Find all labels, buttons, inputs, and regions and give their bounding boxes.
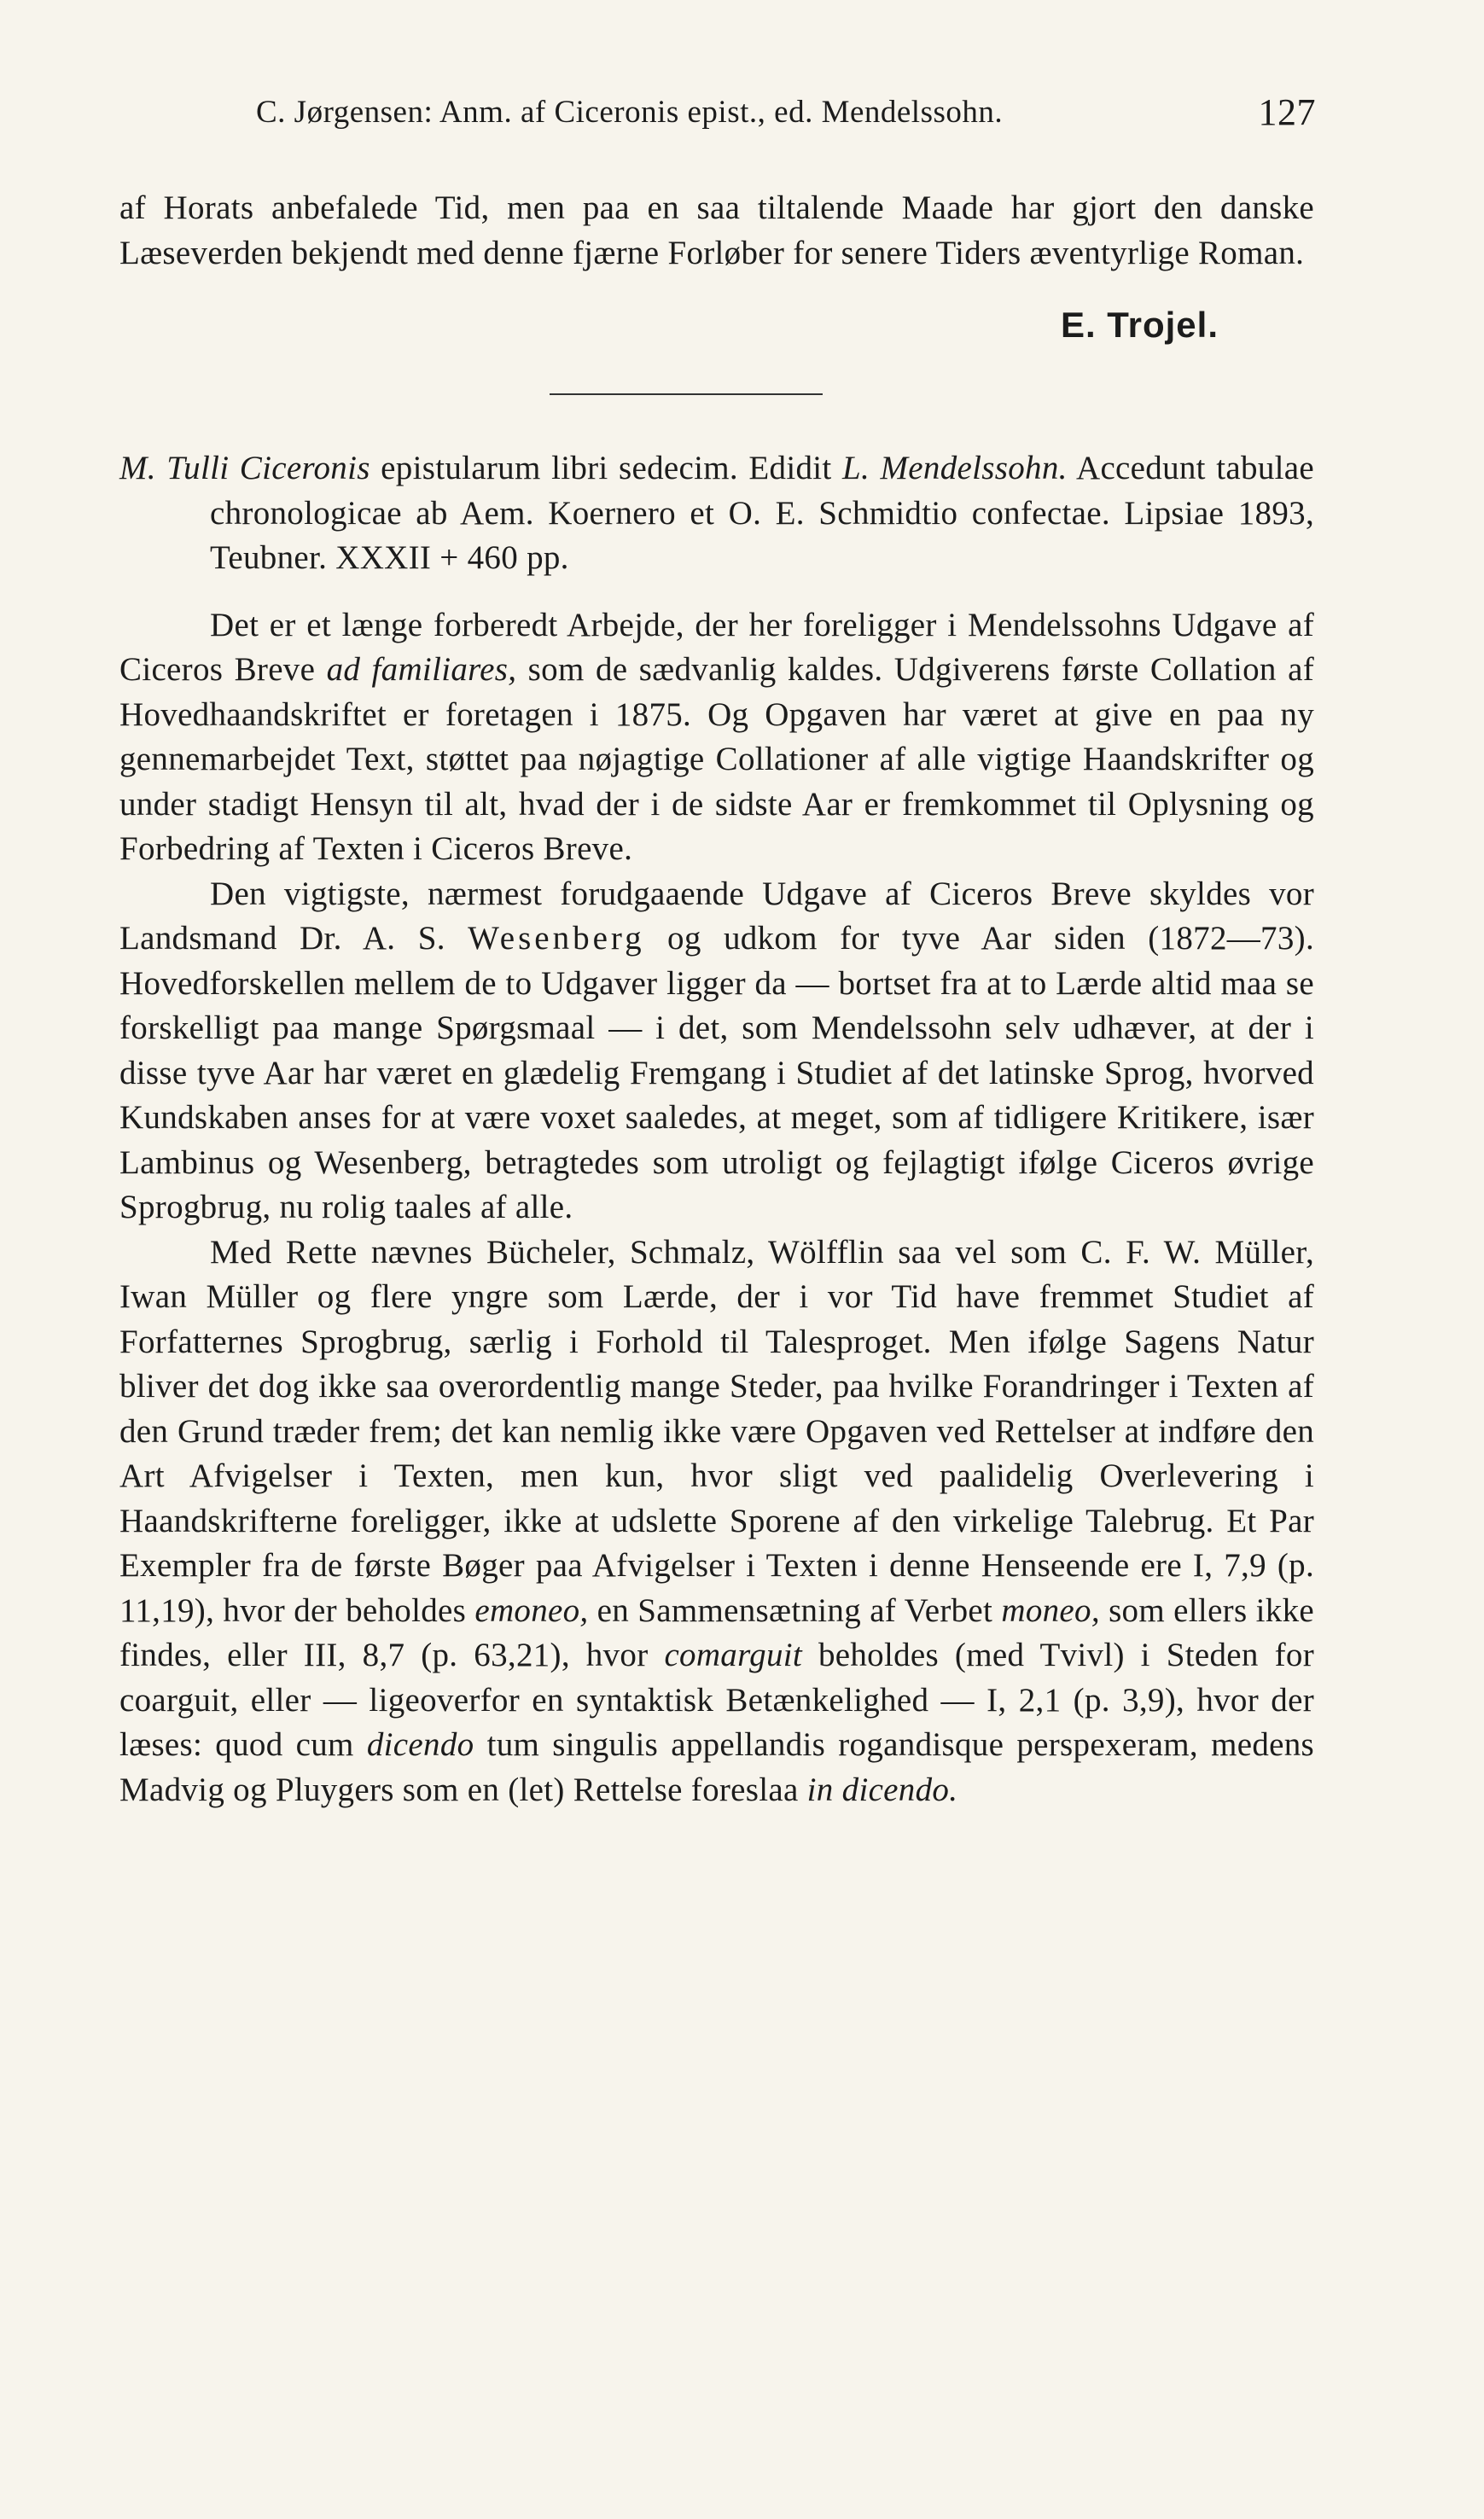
review-heading	[119, 446, 1314, 581]
signature: E. Trojel.	[1060, 305, 1219, 345]
review-title: epistularum libri sedecim. Edidit	[370, 450, 843, 486]
paragraph-1-text-b: som de sædvanlig kaldes. Udgiverens første Collation af Hovedhaandskriftet er foretagen i 1875. Og Opgaven har været at give en paa ny gennemarbejdet Text, støttet paa nøjagtige Collationer af alle vigtige Haandskrifter og under stadigt Hensyn til alt, hvad der i de sidste Aar er fremkommet til Oplysning og Forbedring af Texten i Ciceros Breve.	[119, 651, 1314, 867]
paragraph-1	[119, 603, 1314, 872]
running-title: C. Jørgensen: Anm. af Ciceronis epist., ed. Mendelssohn.	[256, 95, 1004, 130]
paragraph-3-text-c: som ellers ikke findes, eller III, 8,7 (p. 63,21), hvor	[119, 1591, 1314, 1673]
paragraph-3-italic-5: in dicendo.	[806, 1771, 958, 1808]
review-publication-details: Accedunt tabulae chronologicae ab Aem. Koernero et O. E. Schmidtio confectae. Lipsiae 1893, Teubner. XXXII + 460 pp.	[210, 450, 1314, 576]
review-author: M. Tulli Ciceronis	[119, 450, 370, 486]
paragraph-3-text-e: tum singulis appellandis rogandisque perspexeram, medens Madvig og Pluygers som en (let) Rettelse foreslaa	[119, 1726, 1315, 1808]
document-page	[119, 85, 1314, 1812]
review-bibliographic-entry	[119, 446, 1314, 581]
paragraph-1-text-a: Det er et længe forberedt Arbejde, der her foreligger i Mendelssohns Udgave af Ciceros Breve	[119, 606, 1314, 688]
paragraph-3-italic-3: comarguit	[664, 1637, 803, 1673]
page-number: 127	[1258, 91, 1316, 133]
paragraph-2	[119, 872, 1314, 1230]
paragraph-2-spaced-name: Wesenberg	[468, 920, 645, 957]
paragraph-3-text-a: Med Rette nævnes Bücheler, Schmalz, Wölfflin saa vel som C. F. W. Müller, Iwan Müller og flere yngre som Lærde, der i vor Tid have fremmet Studiet af Forfatternes Sprogbrug, særlig i Forhold til Talesproget. Men ifølge Sagens Natur bliver det dog ikke saa overordentlig mange Steder, paa hvilke Forandringer i Texten af den Grund træder frem; det kan nemlig ikke være Opgaven ved Rettelser at indføre den Art Afvigelser i Texten, men kun, hvor sligt ved paalidelig Overlevering i Haandskrifterne foreligger, ikke at udslette Sporene af den virkelige Talebrug. Et Par Exempler fra de første Bøger paa Afvigelser i Texten i denne Henseende ere I, 7,9 (p. 11,19), hvor der beholdes	[119, 1233, 1314, 1629]
paragraph-1-italic: ad familiares,	[326, 651, 517, 688]
paragraph-2-text-b: og udkom for tyve Aar siden (1872—73). Hovedforskellen mellem de to Udgaver ligger da — bortset fra at to Lærde altid maa se forskelligt paa mange Spørgsmaal — i det, som Mendelssohn selv udhæver, at der i disse tyve Aar har været en glædelig Fremgang i Studiet af det latinske Sprog, hvorved Kundskaben anses for at være voxet saaledes, at meget, som af tidligere Kritikere, især Lambinus og Wesenberg, betragtedes som utroligt og fejlagtigt ifølge Ciceros øvrige Sprogbrug, nu rolig taales af alle.	[119, 920, 1314, 1225]
review-editor: L. Mendelssohn.	[842, 450, 1068, 486]
previous-review-ending: af Horats anbefalede Tid, men paa en saa tiltalende Maade har gjort den danske Læseverden bekjendt med denne fjærne Forløber for senere Tiders æventyrlige Roman.	[119, 189, 1314, 271]
paragraph-3-italic-2: moneo,	[1001, 1591, 1100, 1629]
section-divider	[550, 393, 823, 395]
paragraph-3	[119, 1230, 1314, 1813]
paragraph-3-italic-4: dicendo	[366, 1726, 474, 1763]
paragraph-2-text-a: Den vigtigste, nærmest forudgaaende Udgave af Ciceros Breve skyldes vor Landsmand Dr. A. S.	[119, 875, 1314, 957]
running-head	[119, 85, 1314, 137]
paragraph-3-text-b: en Sammensætning af Verbet	[588, 1591, 1002, 1629]
paragraph-3-text-d: beholdes (med Tvivl) i Steden for coarguit, eller — ligeoverfor en syntaktisk Betænkelighed — I, 2,1 (p. 3,9), hvor der læses: quod cum	[119, 1637, 1314, 1763]
paragraph-3-italic-1: emoneo,	[474, 1591, 589, 1629]
